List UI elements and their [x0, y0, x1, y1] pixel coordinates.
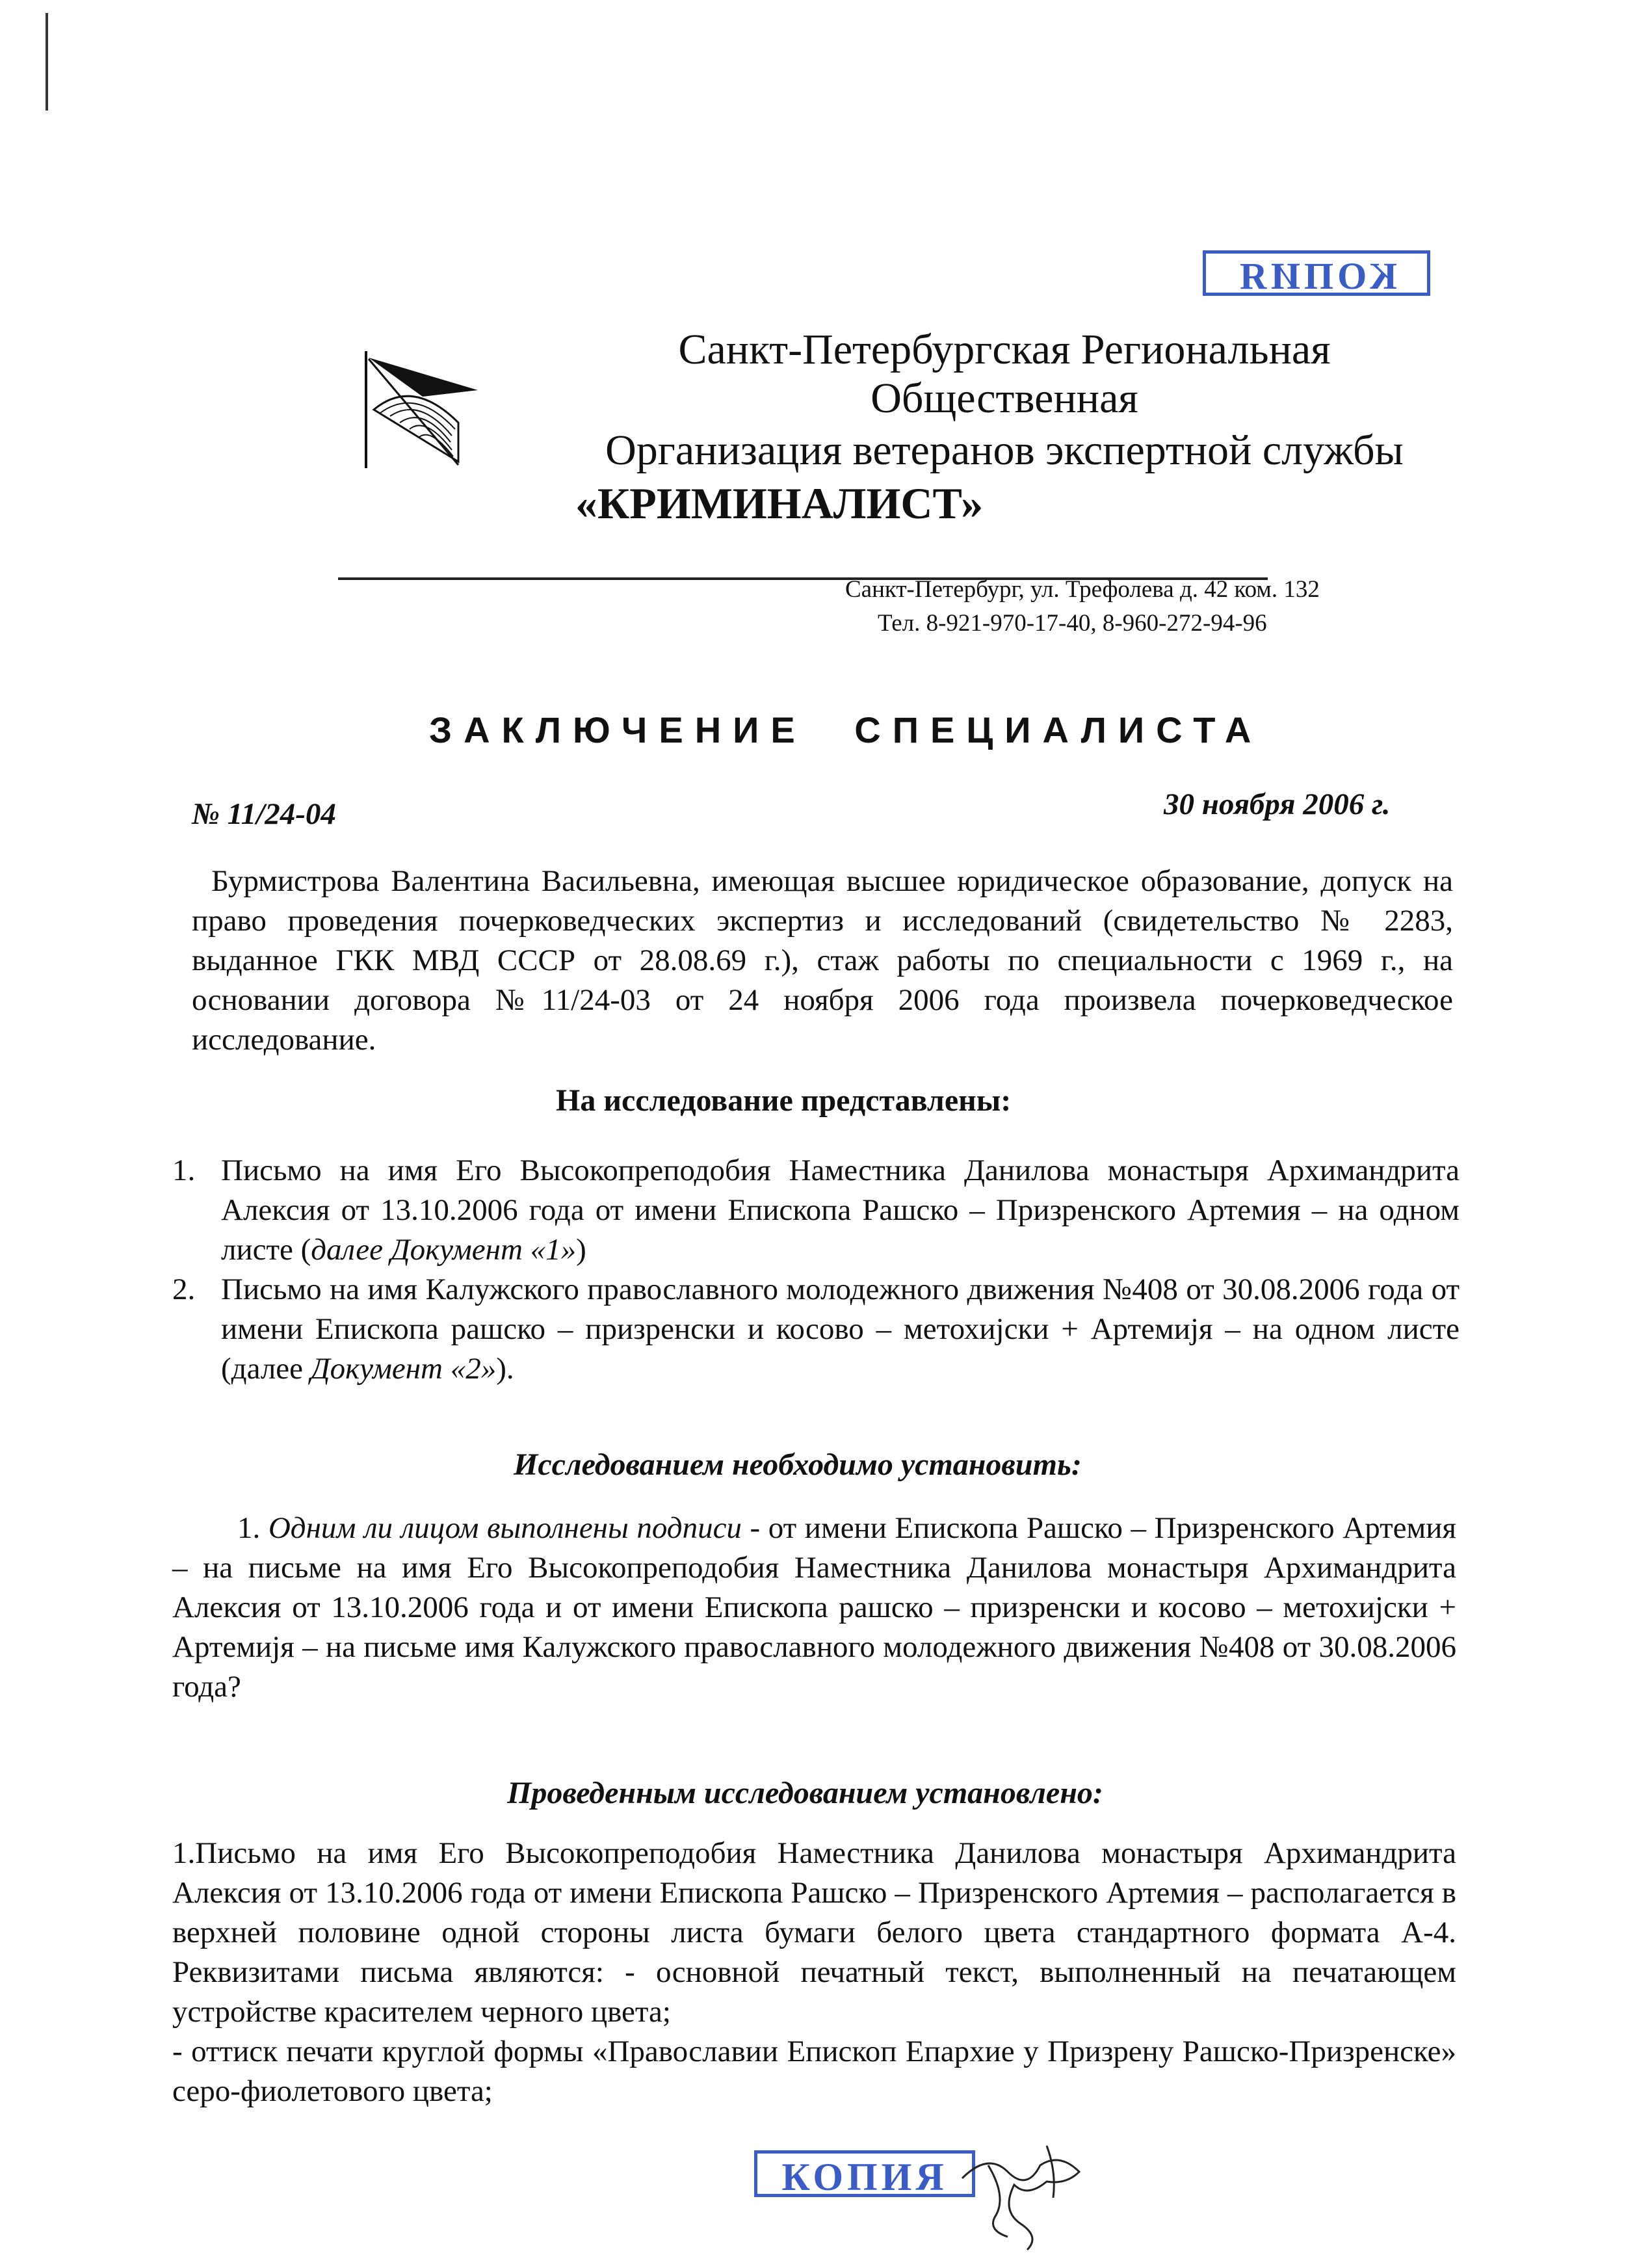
list-item-text: Письмо на имя Калужского православного молодежного движения №408 от 30.08.2006 года от имени Епископа рашско – призренски и косово – метохиjски + Артемиjя – на одном листе (далее Документ «2»). — [221, 1272, 1460, 1386]
question-paragraph — [172, 1509, 1456, 1707]
org-name-line-3: Организация ветеранов экспертной службы — [605, 427, 1404, 474]
result-paragraph-1: 1.Письмо на имя Его Высокопреподобия Наместника Данилова монастыря Архимандрита Алексия от 13.10.2006 года от имени Епископа Рашско – Призренского Артемия – располагается в верхней половине одной стороны листа бумаги белого цвета стандартного формата А-4. Реквизитами письма являются: - основной печатный текст, выполненный на печатающем устройстве красителем черного цвета; — [172, 1836, 1456, 2029]
establish-heading: Исследованием необходимо установить: — [514, 1447, 1082, 1482]
list-item-number: 1. — [172, 1154, 196, 1187]
result-paragraph-2: - оттиск печати круглой формы «Православии Епископ Епархие у Призрену Рашско-Призренске» серо-фиолетового цвета; — [172, 2035, 1456, 2108]
list-item-text: Письмо на имя Его Высокопреподобия Наместника Данилова монастыря Архимандрита Алексия от 13.10.2006 года от имени Епископа Рашско – Призренского Артемия – на одном листе (далее Документ «1») — [221, 1154, 1460, 1267]
question-italic: Одним ли лицом выполнены подписи — [268, 1511, 742, 1545]
org-address: Санкт-Петербург, ул. Трефолева д. 42 ком. 132 — [845, 576, 1320, 603]
result-heading: Проведенным исследованием установлено: — [507, 1776, 1103, 1810]
intro-text: имеющая высшее юридическое образование, допуск на право проведения почерковедческих экспертиз и исследований (свидетельство № 2283, выданное ГКК МВД СССР от 28.08.69 г.), стаж работы по специальности с 1969 г., на основании договора №11/24-03 от 24 ноября 2006 года произвела почерковедческое исследование. — [192, 864, 1453, 1057]
list-item — [172, 1270, 1460, 1389]
document-date: 30 ноября 2006 г. — [1164, 787, 1391, 821]
copy-stamp-bottom: КОПИЯ — [754, 2150, 975, 2197]
org-phone: Тел. 8-921-970-17-40, 8-960-272-94-96 — [878, 610, 1267, 637]
intro-paragraph — [192, 862, 1453, 1060]
question-text: - от имени Епископа Рашско – Призренского Артемия – на письме на имя Его Высокопреподобия Наместника Данилова монастыря Архимандрита Алексия от 13.10.2006 года и от имени Епископа рашско – призренски и косово – метохиjски + Артемиjя – на письме имя Калужского православного молодежного движения №408 от 30.08.2006 года? — [172, 1511, 1456, 1704]
organization-logo — [361, 351, 484, 475]
org-name-line-2: Общественная — [871, 375, 1138, 422]
org-name-line-4: «КРИМИНАЛИСТ» — [575, 479, 984, 528]
scan-edge-mark — [46, 13, 48, 111]
document-number: № 11/24-04 — [192, 797, 336, 831]
question-number: 1. — [237, 1511, 261, 1545]
list-item — [172, 1151, 1460, 1270]
copy-stamp-top — [1203, 250, 1430, 296]
specialist-name: Бурмистрова Валентина Васильевна, — [211, 864, 700, 898]
org-name-line-1: Санкт-Петербургская Региональная — [678, 326, 1331, 373]
list-item-number: 2. — [172, 1272, 196, 1306]
result-body — [172, 1834, 1456, 2111]
copy-stamp-top-text: КОПИЯ — [1236, 255, 1397, 297]
handwritten-signature — [949, 2126, 1099, 2256]
presented-heading: На исследование представлены: — [556, 1083, 1012, 1118]
document-title: ЗАКЛЮЧЕНИЕ СПЕЦИАЛИСТА — [429, 709, 1263, 750]
presented-list — [172, 1151, 1460, 1389]
